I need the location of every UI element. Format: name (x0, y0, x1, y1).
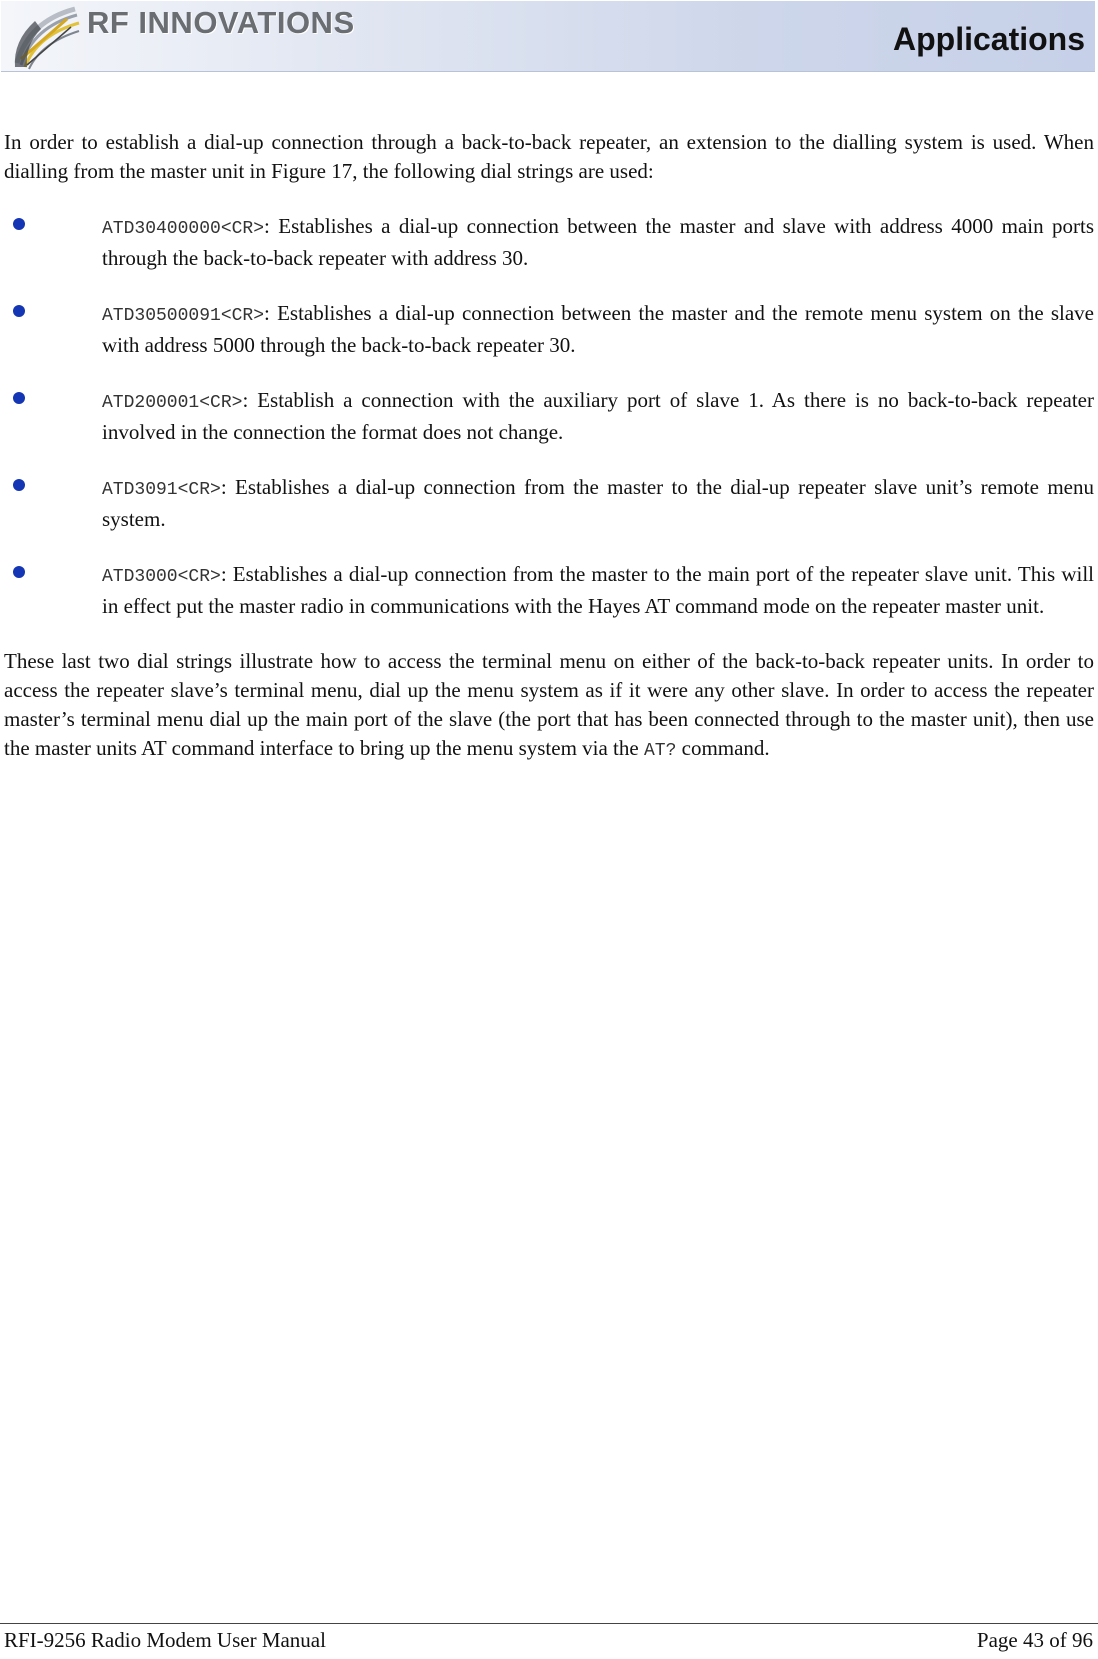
list-item (4, 299, 1094, 360)
list-item (4, 212, 1094, 273)
list-item (4, 473, 1094, 534)
dial-string-description: : Establishes a dial-up connection between the master and the remote menu system on the slave with address 5000 through the back-to-back repeater 30. (102, 301, 1094, 357)
bullet-icon (13, 392, 25, 404)
footer-page-number: Page 43 of 96 (976, 1628, 1093, 1652)
bullet-icon (13, 479, 25, 491)
dial-string-code: ATD30500091<CR> (102, 306, 265, 326)
dial-string-list (4, 212, 1094, 621)
page-content (4, 128, 1094, 766)
intro-paragraph: In order to establish a dial-up connection through a back-to-back repeater, an extension to the dialling system is used. When dialling from the master unit in Figure 17, the following dial strings are used: (4, 130, 1094, 183)
dial-string-code: ATD200001<CR> (102, 393, 243, 413)
closing-paragraph (4, 647, 1094, 766)
bullet-icon (13, 305, 25, 317)
dial-string-code: ATD3091<CR> (102, 480, 221, 500)
dial-string-code: ATD3000<CR> (102, 567, 221, 587)
list-item (4, 560, 1094, 621)
satellite-dish-icon (7, 1, 87, 71)
page-header (1, 1, 1095, 72)
company-logo (7, 1, 387, 71)
dial-string-description: : Establishes a dial-up connection from the master to the dial-up repeater slave unit’s remote menu system. (102, 475, 1094, 531)
dial-string-description: : Establishes a dial-up connection from the master to the main port of the repeater slave unit. This will in effect put the master radio in communications with the Hayes AT command mode on the repeater master unit. (102, 562, 1094, 618)
closing-text: These last two dial strings illustrate how to access the terminal menu on either of the back-to-back repeater units. In order to access the repeater slave’s terminal menu, dial up the menu system as if it were any other slave. In order to access the repeater master’s terminal menu dial up the main port of the slave (the port that has been connected through to the master unit), then use the master units AT command interface to bring up the menu system via the (4, 649, 1094, 760)
list-item (4, 386, 1094, 447)
dial-string-description: : Establish a connection with the auxiliary port of slave 1. As there is no back-to-back repeater involved in the connection the format does not change. (102, 388, 1094, 444)
dial-string-code: ATD30400000<CR> (102, 219, 265, 239)
closing-code: AT? (643, 741, 677, 761)
closing-text-end: command. (676, 736, 770, 760)
footer-manual-title: RFI-9256 Radio Modem User Manual (4, 1628, 326, 1652)
section-title: Applications (892, 21, 1085, 57)
bullet-icon (13, 566, 25, 578)
footer-divider (0, 1623, 1098, 1624)
logo-text: RF INNOVATIONS (87, 5, 355, 40)
bullet-icon (13, 218, 25, 230)
dial-string-description: : Establishes a dial-up connection between the master and slave with address 4000 main ports through the back-to-back repeater with address 30. (102, 214, 1094, 270)
